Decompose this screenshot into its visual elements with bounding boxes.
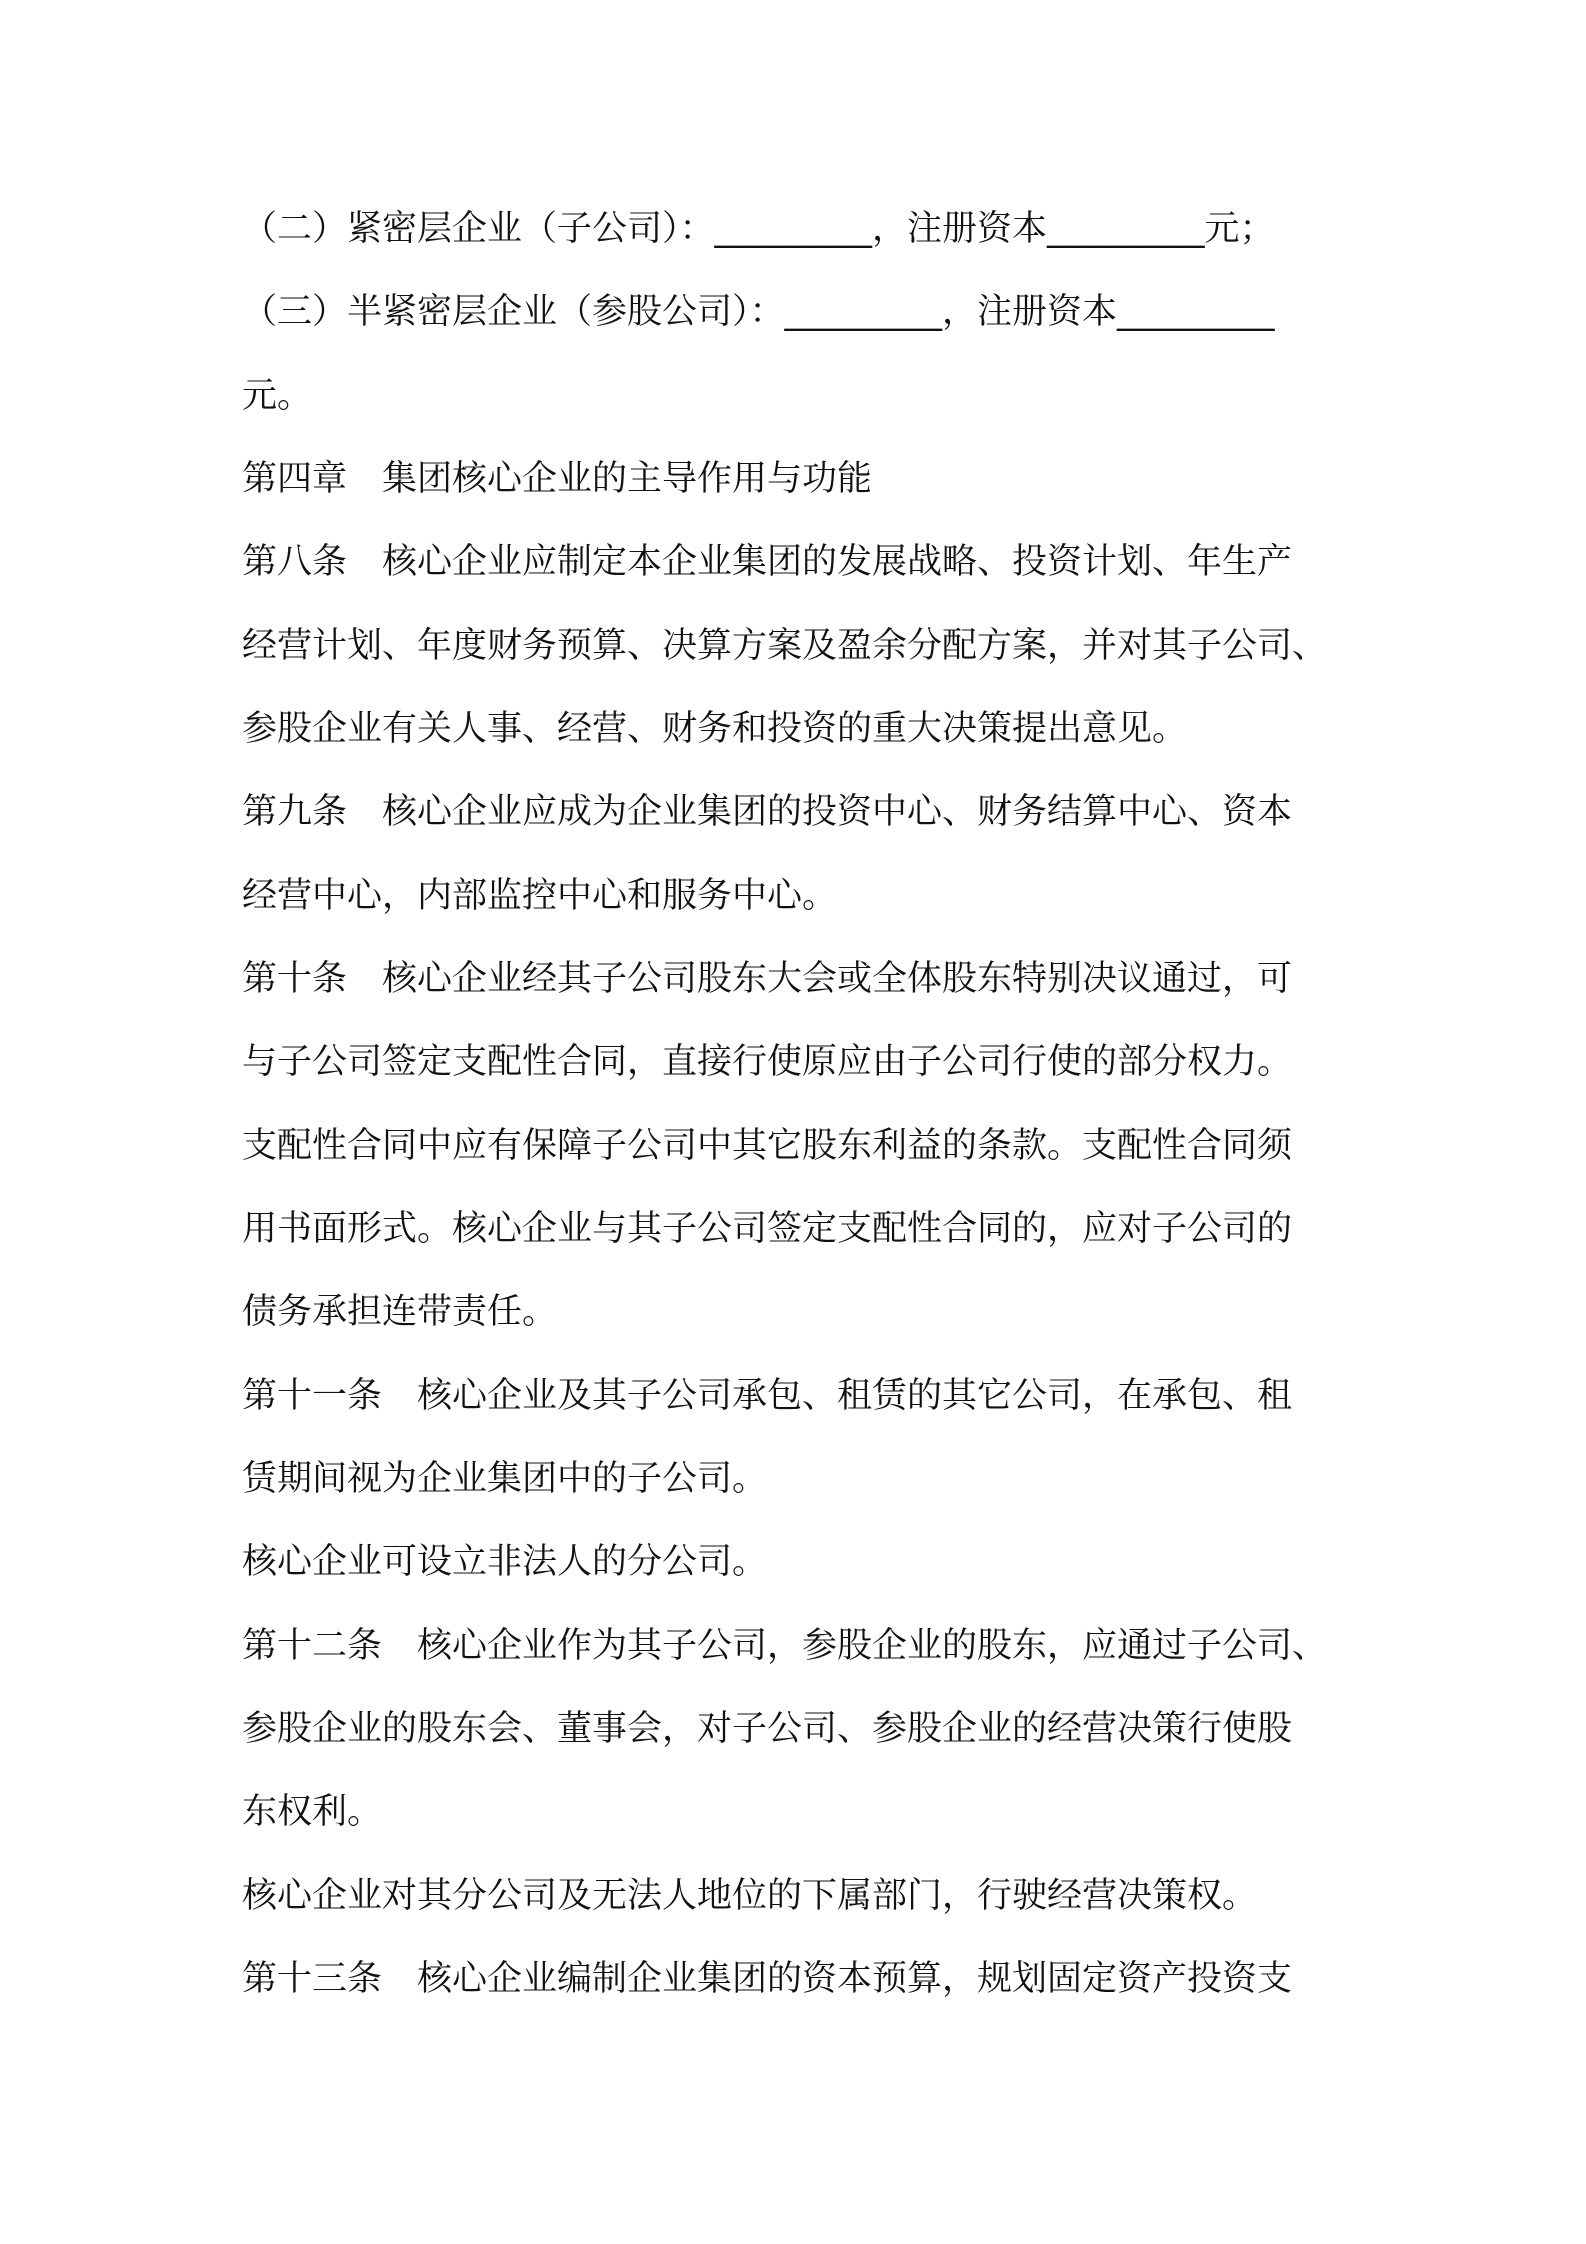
text-line: 债务承担连带责任。 xyxy=(242,1292,558,1332)
text-line: 元。 xyxy=(242,376,313,416)
text-line: 参股企业有关人事、经营、财务和投资的重大决策提出意见。 xyxy=(242,709,1188,749)
article-line: 第八条 核心企业应制定本企业集团的发展战略、投资计划、年生产 xyxy=(242,542,1293,582)
text-line: 与子公司签定支配性合同，直接行使原应由子公司行使的部分权力。 xyxy=(242,1042,1293,1082)
text-line: 核心企业可设立非法人的分公司。 xyxy=(242,1542,768,1582)
article-line: 第十一条 核心企业及其子公司承包、租赁的其它公司，在承包、租 xyxy=(242,1376,1293,1416)
text-line: 支配性合同中应有保障子公司中其它股东利益的条款。支配性合同须 xyxy=(242,1126,1293,1166)
text-line: 参股企业的股东会、董事会，对子公司、参股企业的经营决策行使股 xyxy=(242,1709,1293,1749)
text-line: （二）紧密层企业（子公司）：_________，注册资本_________元； xyxy=(242,209,1275,249)
text-line: 东权利。 xyxy=(242,1792,383,1832)
article-line: 第十二条 核心企业作为其子公司，参股企业的股东，应通过子公司、 xyxy=(242,1626,1328,1666)
article-line: 第十三条 核心企业编制企业集团的资本预算，规划固定资产投资支 xyxy=(242,1959,1293,1999)
text-line: （三）半紧密层企业（参股公司）：_________，注册资本_________ xyxy=(242,292,1275,332)
article-line: 第九条 核心企业应成为企业集团的投资中心、财务结算中心、资本 xyxy=(242,792,1293,832)
text-line: 用书面形式。核心企业与其子公司签定支配性合同的，应对子公司的 xyxy=(242,1209,1293,1249)
chapter-heading: 第四章 集团核心企业的主导作用与功能 xyxy=(242,459,873,499)
text-line: 经营中心，内部监控中心和服务中心。 xyxy=(242,876,838,916)
text-line: 经营计划、年度财务预算、决算方案及盈余分配方案，并对其子公司、 xyxy=(242,626,1328,666)
article-line: 第十条 核心企业经其子公司股东大会或全体股东特别决议通过，可 xyxy=(242,959,1293,999)
text-line: 赁期间视为企业集团中的子公司。 xyxy=(242,1459,768,1499)
text-line: 核心企业对其分公司及无法人地位的下属部门，行驶经营决策权。 xyxy=(242,1876,1258,1916)
